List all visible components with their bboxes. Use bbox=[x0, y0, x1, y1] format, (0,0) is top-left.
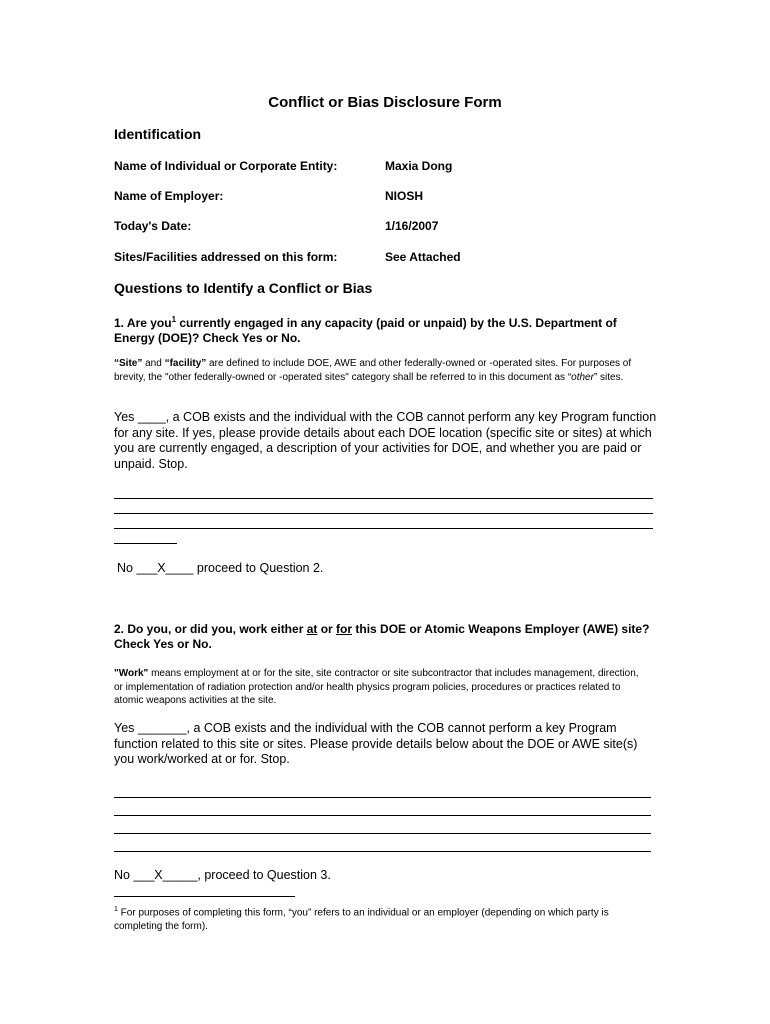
site-definition bbox=[114, 357, 644, 384]
at-term: at bbox=[306, 622, 318, 636]
site-definition-text: are defined to include DOE, AWE and other federally-owned or -operated sites. For purposes of brevity, the "other federally-owned or -operated sites" category shall be referred to in this document as “ bbox=[114, 358, 632, 383]
question-1-yes-text: Yes ____, a COB exists and the individual with the COB cannot perform any key Program function for any site. If yes, please provide details about each DOE location (specific site or sites) at which you are currently engaged, a description of your activities for DOE, and whether you are paid or unpaid. Stop. bbox=[114, 410, 657, 471]
employer-label: Name of Employer: bbox=[114, 189, 224, 203]
q1-answer-line-3[interactable] bbox=[114, 528, 653, 529]
or-word: or bbox=[317, 622, 337, 636]
facility-term: “facility” bbox=[164, 358, 207, 369]
footnote-ref: 1 bbox=[171, 315, 177, 324]
q2-answer-line-2[interactable] bbox=[114, 815, 651, 816]
for-term: for bbox=[336, 622, 353, 636]
sites-label: Sites/Facilities addressed on this form: bbox=[114, 250, 338, 264]
questions-heading: Questions to Identify a Conflict or Bias bbox=[114, 280, 373, 296]
site-term: “Site” bbox=[114, 358, 143, 369]
footnote-number: 1 bbox=[114, 906, 118, 913]
question-1-start: 1. Are you bbox=[114, 316, 172, 330]
question-2-yes-text: Yes _______, a COB exists and the individual with the COB cannot perform a key Program function related to this site or sites. Please provide details below about the DOE or AWE site(s) you work/worked at or for. Stop. bbox=[114, 721, 638, 766]
footnote bbox=[114, 903, 644, 933]
q2-answer-line-3[interactable] bbox=[114, 833, 651, 834]
question-2-no-text: No ___X_____, proceed to Question 3. bbox=[114, 868, 331, 882]
question-2-start: 2. Do you, or did you, work either bbox=[114, 622, 307, 636]
work-definition-text: means employment at or for the site, site contractor or site subcontractor that includes management, direction, or implementation of radiation protection and/or health physics program policies, procedures or practices related to atomic weapons activities at the site. bbox=[114, 668, 639, 706]
employer-value: NIOSH bbox=[385, 189, 424, 203]
def-and: and bbox=[142, 358, 165, 369]
footnote-text: For purposes of completing this form, “you” refers to an individual or an employer (depending on which party is completing the form). bbox=[114, 907, 609, 932]
footnote-separator bbox=[114, 896, 295, 897]
question-2 bbox=[114, 622, 654, 652]
question-2-rest: this DOE or Atomic Weapons Employer (AWE) site? Check Yes or No. bbox=[114, 622, 650, 651]
sites-value: See Attached bbox=[385, 250, 461, 264]
form-title: Conflict or Bias Disclosure Form bbox=[268, 94, 502, 111]
question-1-no-text: No ___X____ proceed to Question 2. bbox=[117, 561, 324, 575]
q1-answer-line-2[interactable] bbox=[114, 513, 653, 514]
q2-answer-line-1[interactable] bbox=[114, 797, 651, 798]
question-1-rest: currently engaged in any capacity (paid or unpaid) by the U.S. Department of Energy (DOE)? Check Yes or No. bbox=[114, 316, 617, 345]
individual-name-value: Maxia Dong bbox=[385, 159, 453, 173]
q1-answer-line-4[interactable] bbox=[114, 543, 177, 544]
q1-answer-line-1[interactable] bbox=[114, 498, 653, 499]
individual-name-label: Name of Individual or Corporate Entity: bbox=[114, 159, 338, 173]
q2-answer-line-4[interactable] bbox=[114, 851, 651, 852]
work-term: "Work" bbox=[114, 668, 149, 679]
work-definition bbox=[114, 667, 644, 708]
question-1 bbox=[114, 312, 654, 346]
identification-heading: Identification bbox=[114, 126, 202, 142]
date-label: Today's Date: bbox=[114, 219, 192, 233]
date-value: 1/16/2007 bbox=[385, 219, 439, 233]
site-definition-end: ” sites. bbox=[593, 371, 624, 383]
other-term: other bbox=[571, 371, 594, 383]
